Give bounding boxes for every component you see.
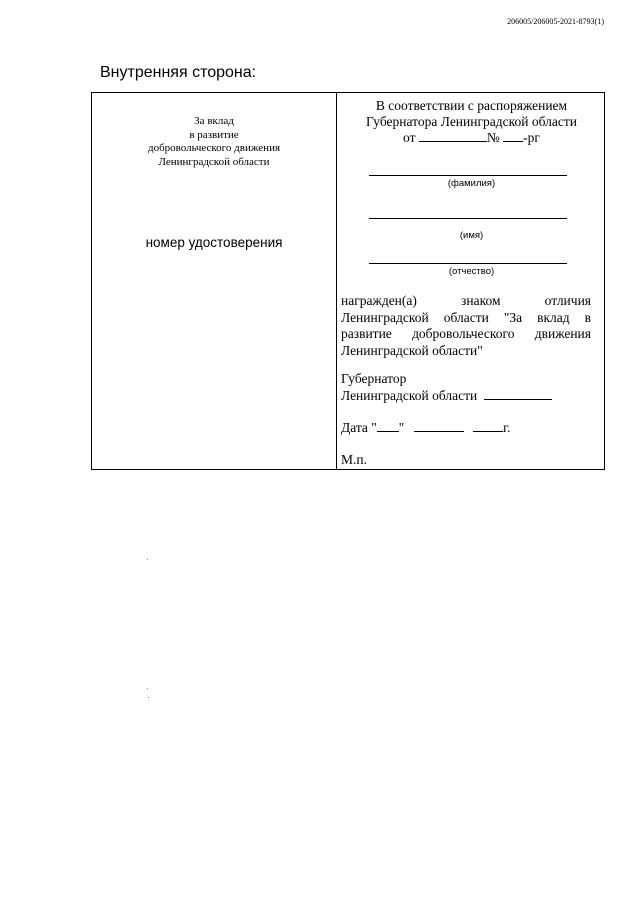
- governor-region: Ленинградской области: [341, 387, 478, 403]
- governor-signature: [341, 371, 591, 404]
- order-line: Губернатора Ленинградской области: [366, 114, 577, 129]
- certificate-inner-side: [91, 92, 605, 470]
- name-caption: (имя): [459, 230, 484, 241]
- date-line: [341, 420, 591, 436]
- date-label: Дата ": [341, 420, 377, 435]
- month-blank: [414, 420, 464, 432]
- scan-speck: [147, 559, 148, 560]
- scan-speck: [148, 697, 149, 698]
- signature-blank: [484, 388, 552, 400]
- order-reference: [337, 98, 606, 146]
- patronymic-line: [369, 263, 567, 264]
- governor-region-line: [341, 388, 591, 405]
- order-from-label: от: [403, 130, 416, 145]
- award-title-line: в развитие: [189, 128, 239, 141]
- award-title: [92, 115, 336, 169]
- certificate-number-label: номер удостоверения: [145, 235, 283, 250]
- right-column: [337, 93, 606, 469]
- award-text: награжден(а) знаком отличия Ленинградской области "За вклад в развитие добровольческого движения Ленинградской области": [341, 293, 591, 358]
- order-date-blank: [419, 130, 487, 142]
- order-number-line: [337, 130, 606, 146]
- day-blank: [377, 420, 399, 432]
- order-number-blank: [503, 130, 523, 142]
- order-suffix: -рг: [523, 130, 540, 145]
- surname-line: [369, 175, 567, 176]
- award-title-line: За вклад: [194, 115, 234, 127]
- document-id: 206005/206005-2021-8793(1): [507, 17, 604, 26]
- scan-speck: [147, 688, 148, 689]
- year-blank: [473, 420, 503, 432]
- governor-title: Губернатор: [341, 371, 407, 386]
- award-title-line: Ленинградской области: [158, 155, 270, 168]
- date-quote: ": [398, 420, 405, 435]
- stamp-place: М.п.: [341, 452, 367, 467]
- section-title: Внутренняя сторона:: [100, 64, 257, 81]
- surname-caption: (фамилия): [447, 178, 496, 189]
- order-line: В соответствии с распоряжением: [375, 98, 568, 113]
- name-line: [369, 218, 567, 219]
- patronymic-caption: (отчество): [448, 266, 495, 277]
- year-suffix: г.: [503, 420, 511, 435]
- award-title-line: добровольческого движения: [147, 142, 281, 154]
- order-number-label: №: [486, 130, 500, 145]
